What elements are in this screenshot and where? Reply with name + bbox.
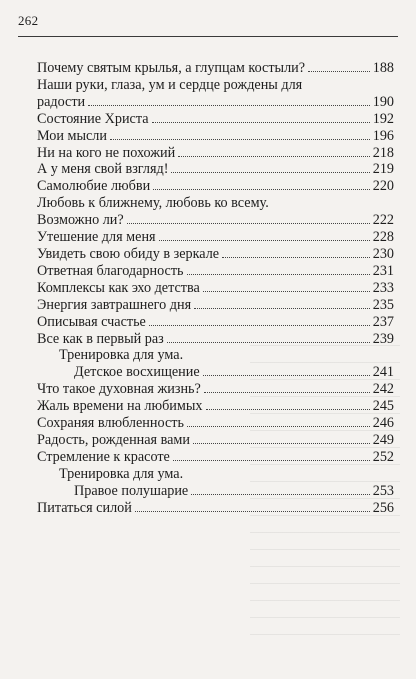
dot-leader — [153, 188, 370, 190]
toc-entry — [37, 161, 394, 178]
toc-entry-title: Любовь к ближнему, любовь ко всему. — [37, 195, 269, 212]
toc-entry-page: 196 — [372, 127, 394, 144]
page-number: 262 — [18, 13, 39, 28]
toc-entry-title: Мои мысли — [37, 127, 107, 144]
toc-entry-title: Ответная благодарность — [37, 262, 184, 279]
dot-leader — [187, 273, 370, 275]
toc-entry-page: 241 — [372, 364, 394, 381]
dot-leader — [149, 324, 370, 326]
toc-entry-page: 222 — [372, 212, 394, 229]
toc-entry-title: Комплексы как эхо детства — [37, 279, 200, 296]
toc-entry-page: 219 — [372, 161, 394, 178]
toc-entry-title: Радость, рожденная вами — [37, 431, 191, 448]
toc-entry — [37, 60, 394, 77]
toc-entry-title: Самолюбие любви — [37, 178, 151, 195]
toc-entry — [37, 381, 394, 398]
dot-leader — [191, 493, 369, 495]
toc-entry — [37, 314, 394, 331]
toc-entry-page: 220 — [372, 178, 394, 195]
toc-entry — [37, 246, 394, 263]
toc-entry-title: А у меня свой взгляд! — [37, 161, 169, 178]
toc-entry-title: Что такое духовная жизнь? — [37, 381, 201, 398]
toc-entry — [37, 347, 394, 381]
dot-leader — [204, 391, 370, 393]
toc-entry — [37, 229, 394, 246]
toc-entry — [37, 331, 394, 348]
toc-entry — [37, 500, 394, 517]
toc-entry — [37, 398, 394, 415]
toc-entry-title: Сохраняя влюбленность — [37, 415, 184, 432]
toc-entry-page: 239 — [372, 330, 394, 347]
toc-entry-title: Увидеть свою обиду в зеркале — [37, 245, 220, 262]
toc-entry-title: Правое полушарие — [74, 482, 189, 499]
toc-entry-page: 249 — [372, 431, 394, 448]
toc-entry-page: 188 — [372, 60, 394, 76]
toc-entry — [37, 128, 394, 145]
toc-entry-page: 252 — [372, 448, 394, 465]
toc-entry — [37, 297, 394, 314]
toc-entry-title: Все как в первый раз — [37, 330, 164, 347]
toc-entry-page: 242 — [372, 381, 394, 398]
toc-entry — [37, 77, 394, 111]
toc-entry-page: 233 — [372, 279, 394, 296]
dot-leader — [193, 442, 370, 444]
dot-leader — [127, 222, 370, 224]
dot-leader — [194, 307, 370, 309]
toc-entry — [37, 111, 394, 128]
toc-entry — [37, 178, 394, 195]
toc-entry-page: 245 — [372, 398, 394, 415]
dot-leader — [173, 459, 370, 461]
dot-leader — [178, 155, 369, 157]
toc-entry-page: 228 — [372, 229, 394, 246]
dot-leader — [88, 104, 370, 106]
dot-leader — [222, 256, 370, 258]
toc-entry-title: Возможно ли? — [37, 212, 124, 229]
toc-entry-title: Тренировка для ума. — [59, 465, 184, 482]
toc-entry-title: Состояние Христа — [37, 110, 149, 127]
toc-entry-page: 218 — [372, 144, 394, 161]
toc-entry-title: Питаться силой — [37, 499, 132, 516]
toc-entry-title: Наши руки, глаза, ум и сердце рождены для — [37, 76, 303, 93]
toc-entry-page: 246 — [372, 415, 394, 432]
toc-entry-title: Описывая счастье — [37, 313, 146, 330]
toc-entry — [37, 432, 394, 449]
toc-entry-title: радости — [37, 93, 86, 110]
toc-entry-page: 190 — [372, 93, 394, 110]
toc-entry-page: 235 — [372, 296, 394, 313]
dot-leader — [203, 290, 370, 292]
toc-entry-title: Тренировка для ума. — [59, 347, 184, 364]
toc-entry — [37, 280, 394, 297]
toc-entry-page: 237 — [372, 313, 394, 330]
toc-entry-page: 256 — [372, 499, 394, 516]
dot-leader — [206, 408, 370, 410]
toc-entry-title: Утешение для меня — [37, 229, 156, 246]
toc-entry-page: 231 — [372, 262, 394, 279]
toc-entry-title: Ни на кого не похожий — [37, 144, 176, 161]
toc-entry-title: Почему святым крылья, а глупцам костыли? — [37, 60, 306, 76]
toc-entry-title: Энергия завтрашнего дня — [37, 296, 192, 313]
toc-entry-title: Стремление к красоте — [37, 448, 170, 465]
toc-entry-title: Детское восхищение — [74, 364, 200, 381]
toc-entry-page: 253 — [372, 482, 394, 499]
toc-entry-page: 192 — [372, 110, 394, 127]
dot-leader — [152, 121, 370, 123]
dot-leader — [171, 171, 369, 173]
dot-leader — [167, 341, 370, 343]
toc-entry — [37, 449, 394, 466]
toc-entry-title: Жаль времени на любимых — [37, 398, 203, 415]
dot-leader — [110, 138, 370, 140]
toc-entry — [37, 145, 394, 162]
toc-entry-page: 230 — [372, 245, 394, 262]
toc-entry — [37, 195, 394, 229]
toc-entry — [37, 263, 394, 280]
table-of-contents — [37, 60, 394, 516]
header-rule — [18, 36, 398, 37]
dot-leader — [159, 239, 370, 241]
dot-leader — [203, 374, 370, 376]
dot-leader — [135, 510, 370, 512]
dot-leader — [308, 70, 370, 72]
dot-leader — [187, 425, 370, 427]
toc-entry — [37, 415, 394, 432]
toc-entry — [37, 466, 394, 500]
